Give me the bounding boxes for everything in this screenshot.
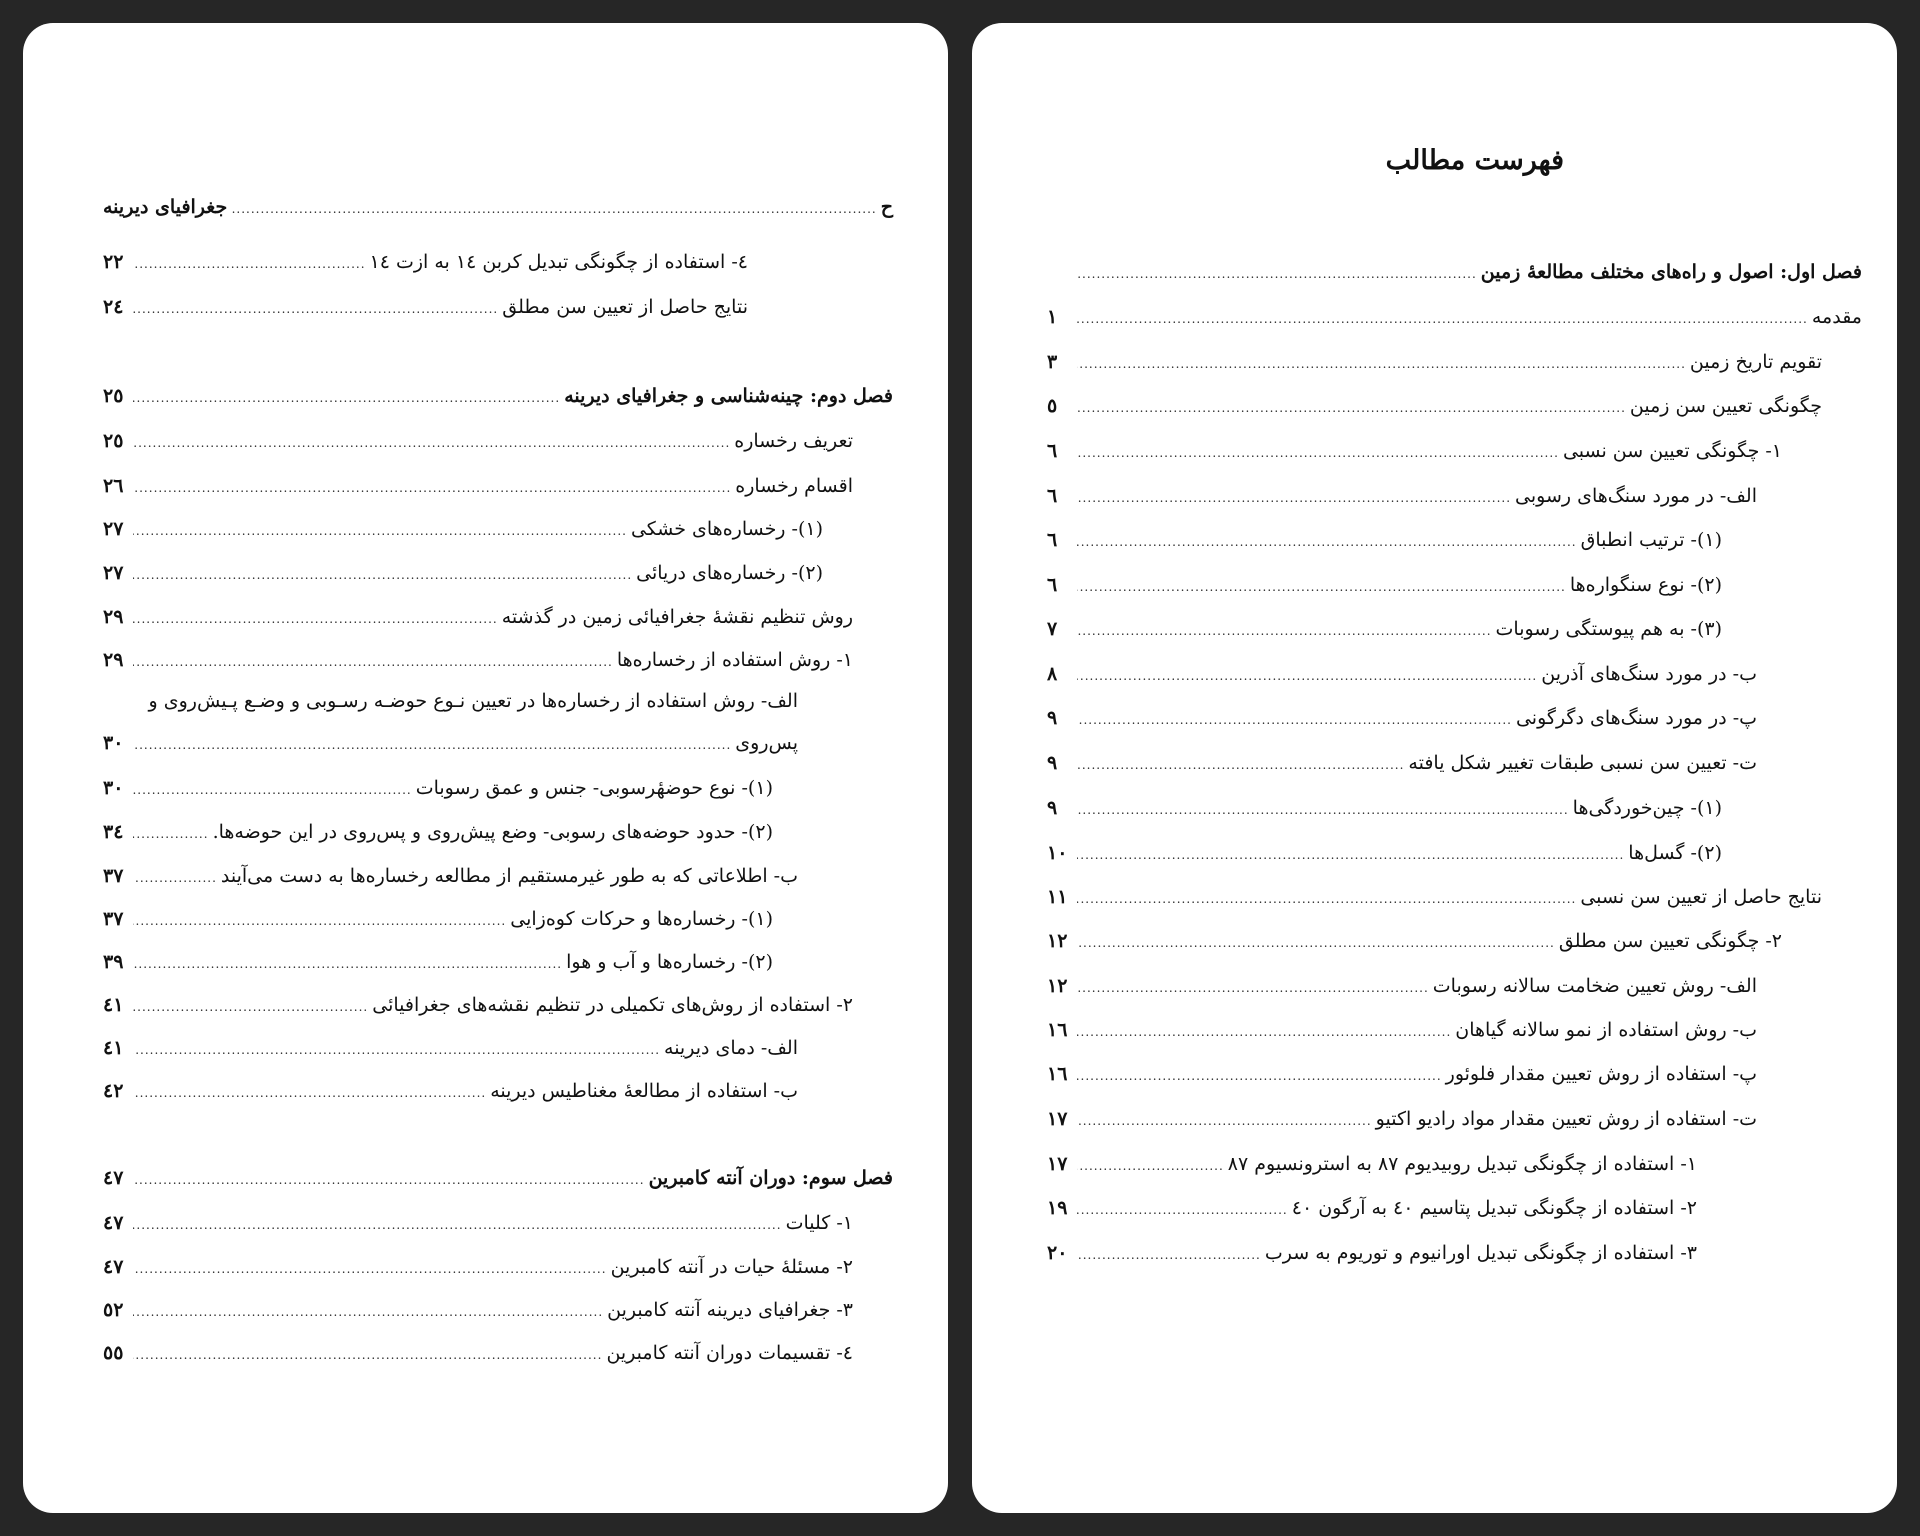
page-title: فهرست مطالب — [1385, 145, 1564, 176]
toc-entry: (٢)- رخساره‌های دریائی ..... ٢٧ — [103, 556, 823, 590]
toc-entry: ب- استفاده از مطالعهٔ مغناطیس دیرینه ..... ٤٢ — [103, 1074, 798, 1108]
toc-entry: ٢- استفاده از روش‌های تکمیلی در تنظیم نقشه‌های جغرافیائی ..... ٤١ — [103, 988, 853, 1022]
toc-entry: (٣)- به هم پیوستگی رسوبات ..... ٧ — [1047, 612, 1722, 646]
toc-entry: الف- در مورد سنگ‌های رسوبی ..... ٦ — [1047, 479, 1757, 513]
right-page — [972, 23, 1897, 1513]
chapter-heading: فصل دوم: چینه‌شناسی و جغرافیای دیرینه ..... ٢٥ — [103, 379, 893, 413]
toc-entry: پ- در مورد سنگ‌های دگرگونی ..... ٩ — [1047, 701, 1757, 735]
toc-entry: (٢)- گسل‌ها ..... ١٠ — [1047, 836, 1722, 870]
toc-entry: (١)- نوع حوضهٔرسوبی- جنس و عمق رسوبات ..... ٣٠ — [103, 771, 773, 805]
toc-entry: تعریف رخساره ..... ٢٥ — [103, 424, 853, 458]
toc-entry: (١)- رخساره‌ها و حرکات کوه‌زایی ..... ٣٧ — [103, 902, 773, 936]
right-toc — [972, 23, 1897, 1513]
toc-entry: (١)- چین‌خوردگی‌ها ..... ٩ — [1047, 791, 1722, 825]
toc-entry: پس‌روی ..... ٣٠ — [103, 726, 798, 760]
toc-entry: ت- تعیین سن نسبی طبقات تغییر شکل یافته ..... ٩ — [1047, 746, 1757, 780]
toc-entry: ٢- چگونگی تعیین سن مطلق ..... ١٢ — [1047, 924, 1782, 958]
toc-entry: ٣- جغرافیای دیرینه آنته کامبرین ..... ٥٢ — [103, 1293, 853, 1327]
toc-entry: ٢- مسئلهٔ حیات در آنته کامبرین ..... ٤٧ — [103, 1250, 853, 1284]
toc-entry: روش تنظیم نقشهٔ جغرافیائی زمین در گذشته ..... ٢٩ — [103, 600, 853, 634]
toc-entry: چگونگی تعیین سن زمین ..... ٥ — [1047, 389, 1822, 423]
toc-entry: ١- استفاده از چگونگی تبدیل روبیدیوم ٨٧ به استرونسیوم ٨٧ ..... ١٧ — [1047, 1147, 1697, 1181]
leader-dots — [231, 192, 877, 226]
toc-entry: ٢- استفاده از چگونگی تبدیل پتاسیم ٤٠ به آرگون ٤٠ ..... ١٩ — [1047, 1191, 1697, 1225]
book-title: جغرافیای دیرینه — [103, 196, 228, 218]
toc-entry: ١- چگونگی تعیین سن نسبی ..... ٦ — [1047, 434, 1782, 468]
toc-entry: (٢)- نوع سنگواره‌ها ..... ٦ — [1047, 568, 1722, 602]
toc-entry: ب- روش استفاده از نمو سالانه گیاهان ..... ١٦ — [1047, 1013, 1757, 1047]
page-letter: ح — [880, 196, 893, 218]
left-toc — [23, 23, 948, 1513]
chapter-heading: فصل اول: اصول و راه‌های مختلف مطالعهٔ زمین ..... — [1047, 255, 1862, 289]
toc-entry: ب- اطلاعاتی که به طور غیرمستقیم از مطالعه رخساره‌ها به دست می‌آیند ..... ٣٧ — [103, 859, 798, 893]
toc-entry: (١)- ترتیب انطباق ..... ٦ — [1047, 523, 1722, 557]
toc-entry: ت- استفاده از روش تعیین مقدار مواد رادیو اکتیو ..... ١٧ — [1047, 1102, 1757, 1136]
toc-entry: تقویم تاریخ زمین ..... ٣ — [1047, 345, 1822, 379]
toc-entry: ٤- تقسیمات دوران آنته کامبرین ..... ٥٥ — [103, 1336, 853, 1370]
toc-entry: ب- در مورد سنگ‌های آذرین ..... ٨ — [1047, 657, 1757, 691]
toc-entry: (١)- رخساره‌های خشکی ..... ٢٧ — [103, 512, 823, 546]
toc-entry: اقسام رخساره ..... ٢٦ — [103, 469, 853, 503]
toc-entry: ١- کلیات ..... ٤٧ — [103, 1206, 853, 1240]
chapter-heading: فصل سوم: دوران آنته کامبرین ..... ٤٧ — [103, 1161, 893, 1195]
toc-entry: نتایج حاصل از تعیین سن نسبی ..... ١١ — [1047, 880, 1822, 914]
toc-entry: ١- روش استفاده از رخساره‌ها ..... ٢٩ — [103, 643, 853, 677]
toc-entry: الف- دمای دیرینه ..... ٤١ — [103, 1031, 798, 1065]
toc-entry-wrapped-line: الف- روش استفاده از رخساره‌ها در تعیین نـوع حوضـه رسـوبی و وضـع پـیش‌روی و — [148, 690, 798, 712]
toc-entry: پ- استفاده از روش تعیین مقدار فلوئور ..... ١٦ — [1047, 1057, 1757, 1091]
toc-entry: مقدمه ..... ١ — [1047, 300, 1862, 334]
toc-entry: (٢)- حدود حوضه‌های رسوبی- وضع پیش‌روی و پس‌روی در این حوضه‌ها. ..... ٣٤ — [103, 815, 773, 849]
running-header — [103, 190, 893, 224]
toc-entry: ٤- استفاده از چگونگی تبدیل کربن ١٤ به ازت ١٤ ..... ٢٢ — [103, 245, 748, 279]
toc-entry: الف- روش تعیین ضخامت سالانه رسوبات ..... ١٢ — [1047, 969, 1757, 1003]
toc-entry: (٢)- رخساره‌ها و آب و هوا ..... ٣٩ — [103, 945, 773, 979]
left-page — [23, 23, 948, 1513]
toc-entry: ٣- استفاده از چگونگی تبدیل اورانیوم و توریوم به سرب ..... ٢٠ — [1047, 1236, 1697, 1270]
toc-entry: نتایج حاصل از تعیین سن مطلق ..... ٢٤ — [103, 290, 748, 324]
